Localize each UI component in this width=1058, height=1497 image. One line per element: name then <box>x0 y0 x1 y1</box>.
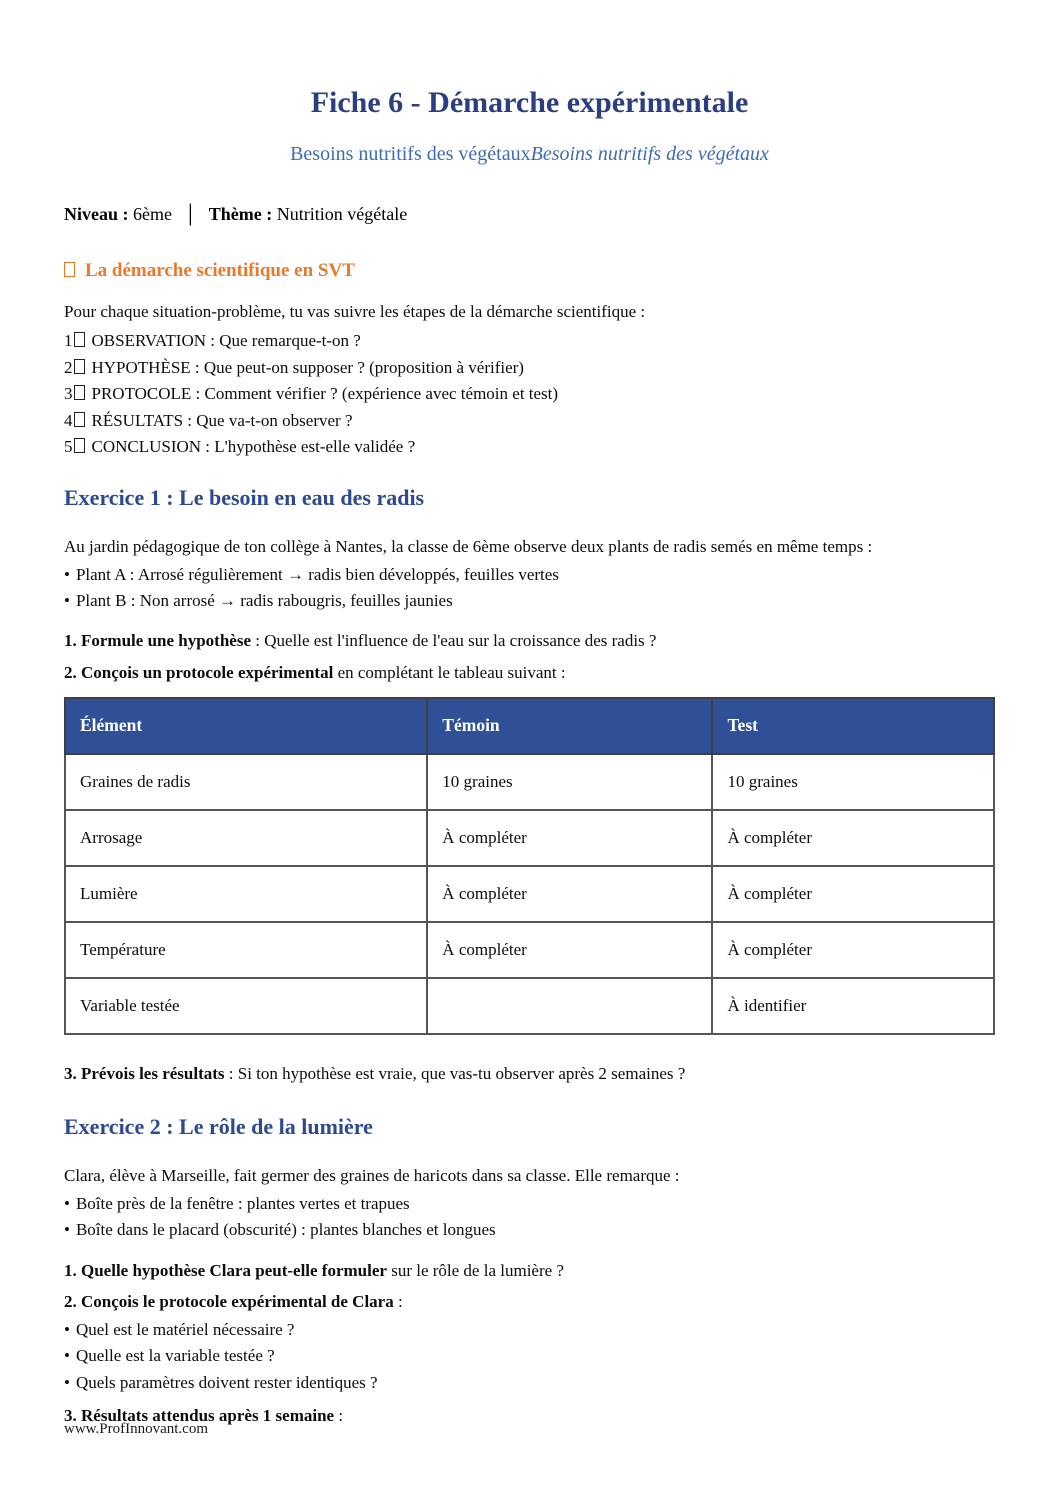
question-bold: 3. Résultats attendus après 1 semaine <box>64 1406 335 1425</box>
meta-line <box>64 203 995 225</box>
list-item <box>64 1343 995 1370</box>
step-text: HYPOTHÈSE : Que peut-on supposer ? (proposition à vérifier) <box>91 357 524 377</box>
table-cell-placeholder: À compléter <box>712 810 994 866</box>
question-text: : <box>393 1291 403 1311</box>
list-item <box>64 1217 995 1244</box>
bullet-icon: • <box>64 1193 70 1213</box>
exercise2-question-2 <box>64 1289 995 1315</box>
step-number: 4 <box>64 410 73 430</box>
bullet-icon: • <box>64 1346 70 1365</box>
list-item <box>64 1370 995 1397</box>
missing-glyph-icon <box>74 332 85 347</box>
table-cell-highlight-empty <box>427 978 712 1034</box>
exercise1-intro: Au jardin pédagogique de ton collège à Nantes, la classe de 6ème observe deux plants de radis semés en même temps : <box>64 536 873 556</box>
missing-glyph-icon <box>74 412 85 427</box>
table-cell: 10 graines <box>427 754 712 810</box>
step-item <box>64 328 995 355</box>
question-bold: 1. Quelle hypothèse Clara peut-elle formuler <box>64 1260 387 1280</box>
exercise2-question-1 <box>64 1258 995 1284</box>
page-title: Fiche 6 - Démarche expérimentale <box>310 86 749 119</box>
table-cell-placeholder: À compléter <box>712 866 994 922</box>
column-header-temoin: Témoin <box>427 698 712 754</box>
table-row <box>65 978 994 1034</box>
list-item-text: Plant B : Non arrosé → radis rabougris, feuilles jaunies <box>75 591 453 610</box>
table-cell: 10 graines <box>712 754 994 810</box>
subtitle-regular: Besoins nutritifs des végétaux <box>290 143 531 165</box>
table-cell: Variable testée <box>65 978 427 1034</box>
table-row <box>65 754 994 810</box>
exercise2-bullet-list <box>64 1191 995 1244</box>
subtitle-italic: Besoins nutritifs des végétaux <box>530 143 769 165</box>
table-cell-placeholder: À compléter <box>427 810 712 866</box>
step-item <box>64 355 995 382</box>
section-heading-method <box>64 259 995 282</box>
step-text: RÉSULTATS : Que va-t-on observer ? <box>91 410 353 430</box>
exercise2-sub-bullet-list <box>64 1317 995 1397</box>
footer-url: www.ProfInnovant.com <box>64 1421 209 1437</box>
question-bold: 1. Formule une hypothèse <box>64 630 251 650</box>
list-item-text: Boîte près de la fenêtre : plantes vertes et trapues <box>75 1193 410 1213</box>
section-heading-method-label: La démarche scientifique en SVT <box>85 260 355 281</box>
table-cell: Arrosage <box>65 810 427 866</box>
question-text: sur le rôle de la lumière ? <box>386 1260 564 1280</box>
bullet-icon: • <box>64 1319 70 1339</box>
question-text: : Quelle est l'influence de l'eau sur la croissance des radis ? <box>251 630 657 650</box>
table-cell: Lumière <box>65 866 427 922</box>
method-intro: Pour chaque situation-problème, tu vas suivre les étapes de la démarche scientifique : <box>64 302 646 321</box>
step-item <box>64 408 995 435</box>
exercise1-heading: Exercice 1 : Le besoin en eau des radis <box>64 484 425 510</box>
level-label: Niveau : <box>64 204 129 224</box>
exercise2-intro: Clara, élève à Marseille, fait germer des graines de haricots dans sa classe. Elle remarque : <box>64 1165 680 1185</box>
step-text: PROTOCOLE : Comment vérifier ? (expérience avec témoin et test) <box>91 384 559 403</box>
missing-glyph-icon <box>64 262 75 277</box>
question-bold: 2. Conçois un protocole expérimental <box>64 662 334 682</box>
question-bold: 3. Prévois les résultats <box>64 1063 225 1083</box>
step-text: CONCLUSION : L'hypothèse est-elle validée ? <box>91 437 416 456</box>
exercise1-bullet-list <box>64 562 995 615</box>
bullet-icon: • <box>64 1220 70 1239</box>
page-subtitle <box>64 142 995 166</box>
question-text: : Si ton hypothèse est vraie, que vas-tu observer après 2 semaines ? <box>224 1063 686 1083</box>
exercise1-question-1 <box>64 628 995 654</box>
bullet-icon: • <box>64 564 70 584</box>
question-text: : <box>334 1406 344 1425</box>
meta-separator: │ <box>183 204 197 224</box>
table-cell-placeholder: À compléter <box>427 866 712 922</box>
table-row <box>65 866 994 922</box>
column-header-test: Test <box>712 698 994 754</box>
question-text: en complétant le tableau suivant : <box>333 662 566 682</box>
list-item-text: Boîte dans le placard (obscurité) : plantes blanches et longues <box>75 1220 496 1239</box>
method-steps-list <box>64 328 995 461</box>
list-item-text: Quels paramètres doivent rester identiques ? <box>75 1372 378 1392</box>
step-item <box>64 381 995 408</box>
list-item-text: Plant A : Arrosé régulièrement → radis bien développés, feuilles vertes <box>75 564 559 584</box>
exercise1-question-2 <box>64 660 995 686</box>
exercise2-heading: Exercice 2 : Le rôle de la lumière <box>64 1113 373 1139</box>
list-item <box>64 562 995 589</box>
theme-label: Thème : <box>208 204 273 224</box>
question-bold: 2. Conçois le protocole expérimental de Clara <box>64 1291 394 1311</box>
list-item-text: Quel est le matériel nécessaire ? <box>75 1319 295 1339</box>
level-value: 6ème <box>128 204 172 224</box>
table-cell-placeholder: À compléter <box>712 922 994 978</box>
step-number: 5 <box>64 437 73 456</box>
table-cell-placeholder: À compléter <box>427 922 712 978</box>
list-item-text: Quelle est la variable testée ? <box>75 1346 275 1365</box>
step-number: 1 <box>64 331 73 350</box>
table-row <box>65 810 994 866</box>
step-item <box>64 434 995 461</box>
table-cell: Température <box>65 922 427 978</box>
theme-value: Nutrition végétale <box>272 204 408 224</box>
table-cell: Graines de radis <box>65 754 427 810</box>
step-number: 3 <box>64 384 73 403</box>
protocol-table <box>64 697 995 1035</box>
list-item <box>64 1191 995 1218</box>
missing-glyph-icon <box>74 385 85 400</box>
step-number: 2 <box>64 357 73 377</box>
list-item <box>64 1317 995 1344</box>
table-row <box>65 922 994 978</box>
column-header-element: Élément <box>65 698 427 754</box>
table-cell-highlight-placeholder: À identifier <box>712 978 994 1034</box>
missing-glyph-icon <box>74 438 85 453</box>
list-item <box>64 588 995 615</box>
bullet-icon: • <box>64 591 70 610</box>
exercise1-question-3 <box>64 1061 995 1087</box>
table-header-row <box>65 698 994 754</box>
bullet-icon: • <box>64 1372 70 1392</box>
step-text: OBSERVATION : Que remarque-t-on ? <box>91 331 361 350</box>
missing-glyph-icon <box>74 359 85 374</box>
